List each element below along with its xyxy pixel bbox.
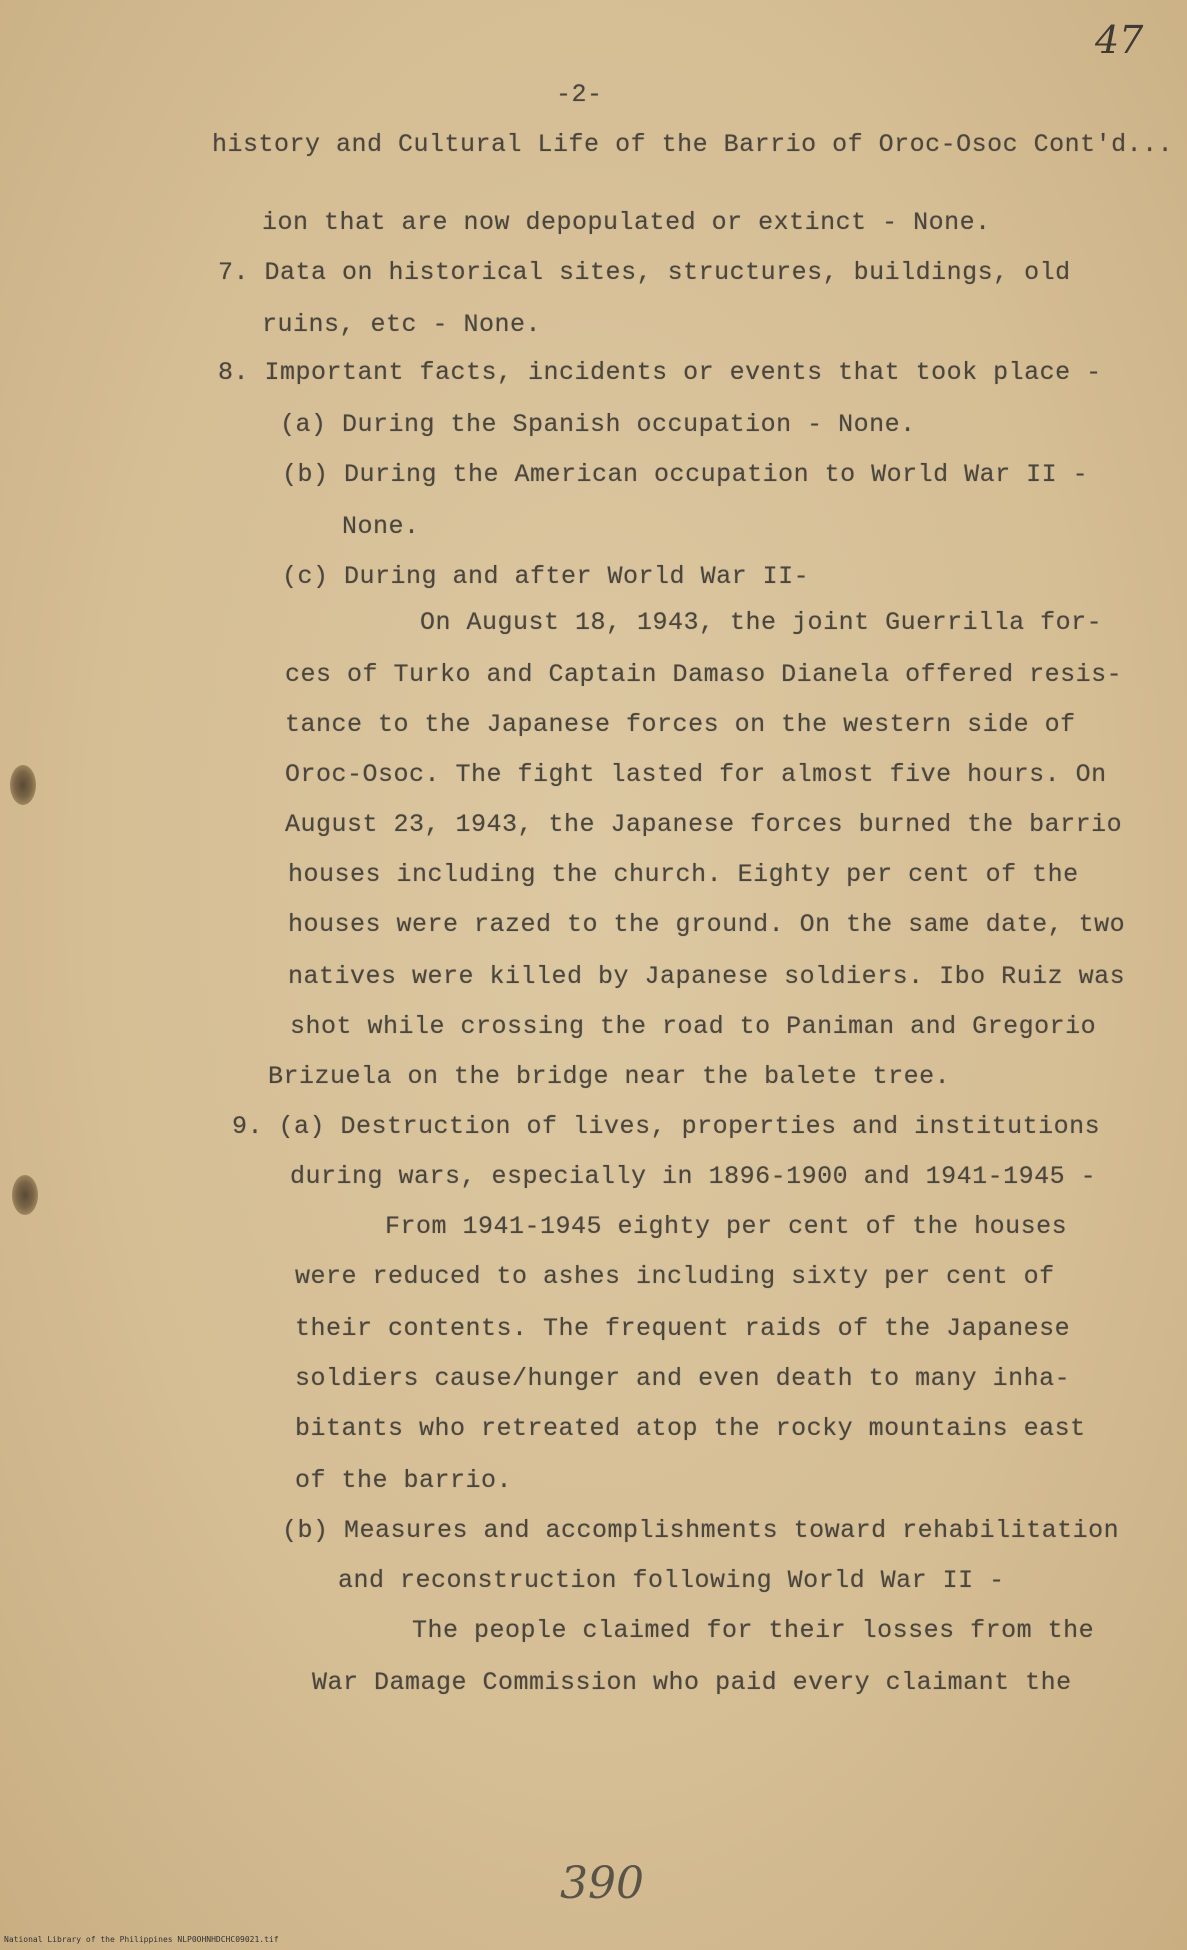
text-line: were reduced to ashes including sixty per cent of (295, 1262, 1055, 1291)
text-line: shot while crossing the road to Paniman and Gregorio (290, 1012, 1097, 1041)
text-line: their contents. The frequent raids of the Japanese (295, 1314, 1071, 1343)
text-line: 9. (a) Destruction of lives, properties and institutions (232, 1112, 1101, 1141)
text-line: On August 18, 1943, the joint Guerrilla for- (420, 608, 1103, 637)
text-line: August 23, 1943, the Japanese forces burned the barrio (285, 810, 1123, 839)
handwritten-number: 390 (560, 1858, 644, 1909)
text-line: houses were razed to the ground. On the same date, two (288, 910, 1126, 939)
text-line: and reconstruction following World War II - (338, 1566, 1005, 1595)
text-line: 7. Data on historical sites, structures, buildings, old (218, 258, 1071, 287)
text-line: (b) Measures and accomplishments toward rehabilitation (282, 1516, 1120, 1545)
text-line: None. (342, 512, 420, 541)
text-line: (a) During the Spanish occupation - None. (280, 410, 916, 439)
text-line: houses including the church. Eighty per cent of the (288, 860, 1079, 889)
text-line: ion that are now depopulated or extinct - None. (262, 208, 991, 237)
text-line: (c) During and after World War II- (282, 562, 810, 591)
scan-footer: National Library of the Philippines NLP0OHNHDCHC09021.tif (4, 1935, 279, 1944)
punch-hole (12, 1175, 38, 1215)
text-line: ruins, etc - None. (262, 310, 542, 339)
text-line: history and Cultural Life of the Barrio of Oroc-Osoc Cont'd... (212, 130, 1174, 159)
page-number: -2- (556, 80, 603, 109)
text-line: War Damage Commission who paid every claimant the (312, 1668, 1072, 1697)
text-line: of the barrio. (295, 1466, 513, 1495)
text-line: bitants who retreated atop the rocky mountains east (295, 1414, 1086, 1443)
text-line: tance to the Japanese forces on the western side of (285, 710, 1076, 739)
text-line: natives were killed by Japanese soldiers. Ibo Ruiz was (288, 962, 1126, 991)
text-line: The people claimed for their losses from the (412, 1616, 1095, 1645)
handwritten-page-mark: 47 (1095, 18, 1144, 62)
text-line: (b) During the American occupation to World War II - (282, 460, 1089, 489)
text-line: ces of Turko and Captain Damaso Dianela offered resis- (285, 660, 1123, 689)
text-line: during wars, especially in 1896-1900 and 1941-1945 - (290, 1162, 1097, 1191)
text-line: From 1941-1945 eighty per cent of the houses (385, 1212, 1068, 1241)
text-line: 8. Important facts, incidents or events that took place - (218, 358, 1102, 387)
punch-hole (10, 765, 36, 805)
text-line: Brizuela on the bridge near the balete tree. (268, 1062, 951, 1091)
text-line: Oroc-Osoc. The fight lasted for almost five hours. On (285, 760, 1107, 789)
text-line: soldiers cause/hunger and even death to many inha- (295, 1364, 1071, 1393)
